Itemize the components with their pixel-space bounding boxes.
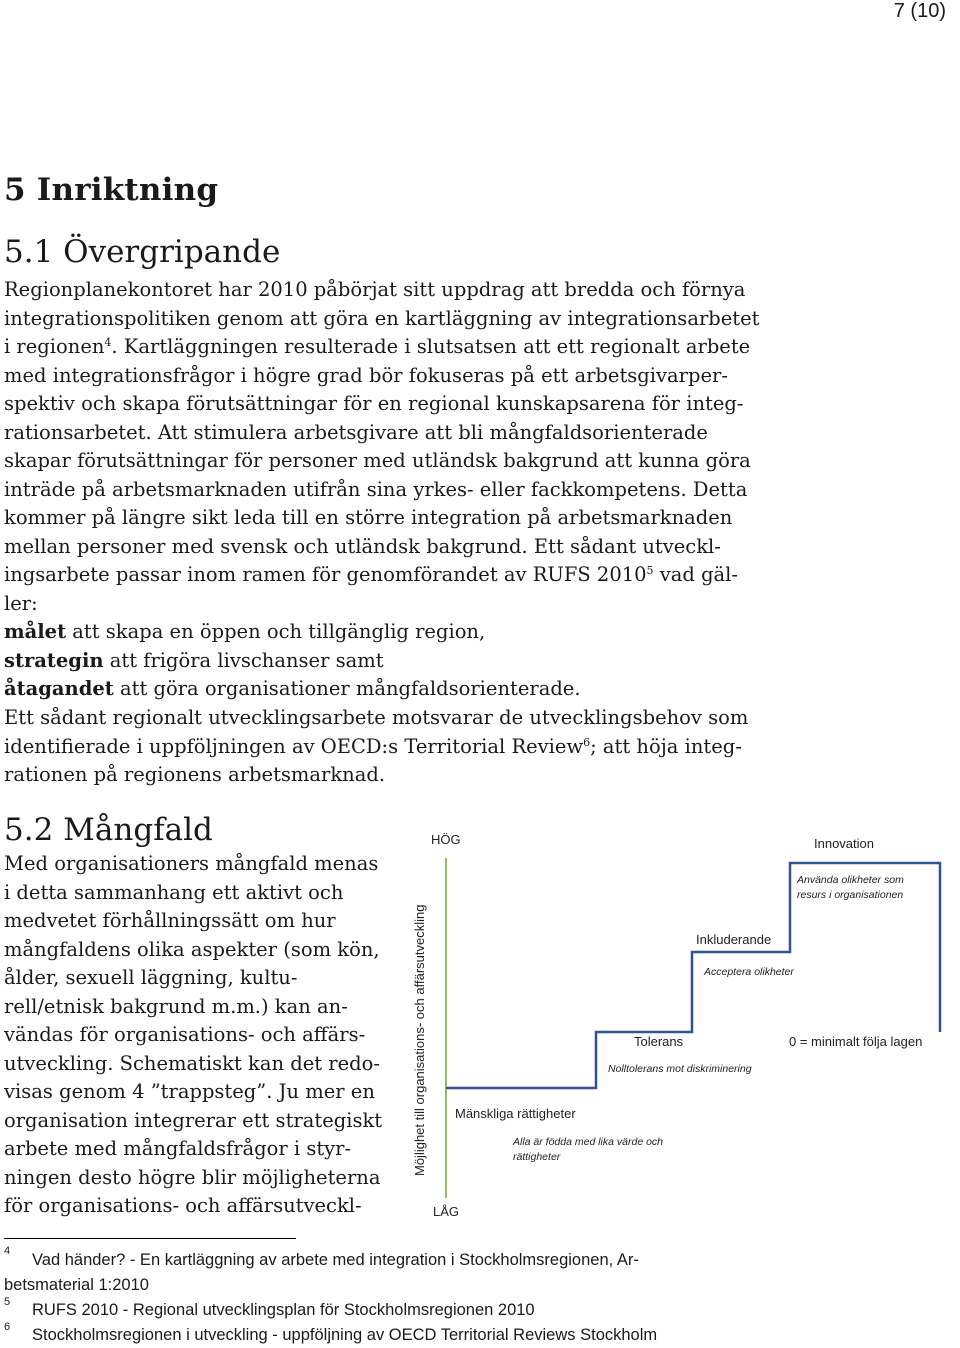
footnote-number: 6 (4, 1321, 11, 1333)
goal-line: målet att skapa en öppen och tillgänglig region, (4, 620, 486, 643)
step-title-human-rights: Mänskliga rättigheter (455, 1106, 576, 1121)
page-number: 7 (10) (893, 0, 946, 22)
step-title-innovation: Innovation (814, 836, 874, 851)
text-line: ningen desto högre blir möjligheterna (4, 1165, 381, 1189)
goal-line: åtagandet att göra organisationer mångfaldsorienterade. (4, 677, 581, 700)
text-line: mellan personer med svensk och utländsk bakgrund. Ett sådant utveckl- (4, 534, 721, 558)
text-line: rationen på regionens arbetsmarknad. (4, 763, 386, 786)
text-line: skapar förutsättningar för personer med utländsk bakgrund att kunna göra (4, 449, 751, 472)
text-line: arbete med mångfaldsfrågor i styr- (4, 1137, 352, 1160)
text-line: spektiv och skapa förutsättningar för en regional kunskapsarena för integ- (4, 392, 744, 415)
text-line: i detta sammanhang ett aktivt och (4, 880, 344, 904)
footnote-separator (4, 1238, 296, 1239)
text-line: identifierade i uppföljningen av OECD:s Territorial Review$^6$; att höja integ- (4, 734, 742, 758)
text-line: med integrationsfrågor i högre grad bör fokuseras på ett arbetsgivarper- (4, 363, 728, 387)
axis-low-label: LÅG (433, 1204, 460, 1219)
text-line: Regionplanekontoret har 2010 påbörjat sitt uppdrag att bredda och förnya (4, 278, 746, 301)
text-line: rationsarbetet. Att stimulera arbetsgivare att bli mångfaldsorienterade (4, 420, 708, 444)
axis-high-label: HÖG (431, 832, 461, 847)
footnote-ref-5: 5 (646, 564, 654, 577)
paragraph-oecd (4, 704, 748, 790)
baseline-note: 0 = minimalt följa lagen (789, 1034, 923, 1049)
diversity-staircase-diagram (400, 820, 960, 1230)
footnote-text: Vad händer? - En kartläggning av arbete med integration i Stockholmsregionen, Ar- (32, 1251, 639, 1269)
text-line: Med organisationers mångfald menas (4, 852, 379, 875)
footnote-text: RUFS 2010 - Regional utvecklingsplan för Stockholmsregionen 2010 (32, 1301, 535, 1319)
text-line: visas genom 4 ”trappsteg”. Ju mer en (4, 1080, 375, 1103)
footnote-number: 4 (4, 1245, 11, 1257)
heading-mangfald: 5.2 Mångfald (4, 812, 213, 848)
text-line: inträde på arbetsmarknaden utifrån sina yrkes- eller fackkompetens. Detta (4, 477, 748, 501)
footnote-number: 5 (4, 1296, 11, 1308)
text-line: utveckling. Schematiskt kan det redo- (4, 1051, 380, 1075)
footnote-ref-6: 6 (583, 735, 591, 749)
step-title-tolerance: Tolerans (634, 1034, 684, 1049)
text-line: ålder, sexuell läggning, kultu- (4, 966, 298, 989)
step-desc-inclusive: Acceptera olikheter (704, 966, 794, 978)
text-line: i regionen$^4$. Kartläggningen resulterade i slutsatsen att ett regionalt arbete (4, 335, 751, 358)
text-line: kommer på längre sikt leda till en större integration på arbetsmarknaden (4, 506, 733, 529)
text-line: rell/etnisk bakgrund m.m.) kan an- (4, 994, 348, 1018)
text-line: ler: (4, 591, 38, 615)
step-desc-human-rights: Alla är födda med lika värde och rättigheter (513, 1136, 663, 1163)
text-line: för organisations- och affärsutveckl- (4, 1194, 362, 1217)
text-line: integrationspolitiken genom att göra en kartläggning av integrationsarbetet (4, 306, 760, 330)
text-line: Ett sådant regionalt utvecklingsarbete motsvarar de utvecklingsbehov som (4, 706, 749, 729)
paragraph-overgripande (4, 276, 760, 704)
step-desc-tolerance: Nolltolerans mot diskriminering (608, 1063, 752, 1075)
step-desc-innovation: Använda olikheter som resurs i organisationen (797, 874, 904, 901)
heading-inriktning: 5 Inriktning (4, 172, 219, 208)
paragraph-mangfald (4, 850, 382, 1221)
y-axis-label: Möjlighet till organisations- och affärsutveckling (412, 904, 427, 1176)
text-line: organisation integrerar ett strategiskt (4, 1108, 383, 1132)
text-line: medvetet förhållningssätt om hur (4, 909, 336, 932)
footnote-text: betsmaterial 1:2010 (4, 1276, 149, 1294)
text-line: mångfaldens olika aspekter (som kön, (4, 937, 380, 961)
heading-overgripande: 5.1 Övergripande (4, 234, 281, 270)
text-line: ingsarbete passar inom ramen för genomförandet av RUFS 2010$^5$ vad gäl- (4, 563, 739, 586)
footnote-text: Stockholmsregionen i utveckling - uppföljning av OECD Territorial Reviews Stockholm (32, 1326, 658, 1344)
goal-line: strategin att frigöra livschanser samt (4, 648, 384, 672)
step-title-inclusive: Inkluderande (696, 932, 772, 947)
footnote-ref-4: 4 (104, 336, 112, 349)
text-line: vändas för organisations- och affärs- (4, 1023, 366, 1046)
